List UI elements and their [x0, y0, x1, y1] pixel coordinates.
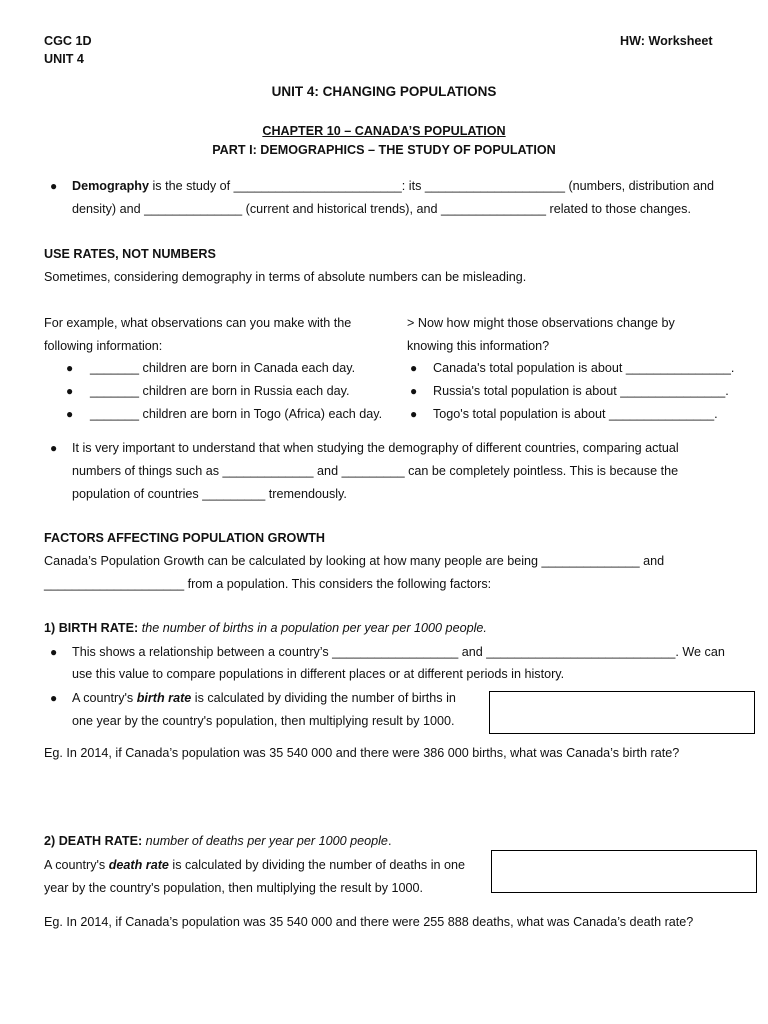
list-item: Russia's total population is about _______________. — [433, 384, 729, 398]
list-item: _______ children are born in Togo (Africa) each day. — [90, 407, 383, 421]
death-line-1-post: is calculated by dividing the number of deaths in one — [168, 858, 466, 872]
bullet-icon: ● — [410, 361, 418, 375]
death-rate-formula-box[interactable] — [491, 850, 757, 893]
bullet-icon: ● — [50, 691, 58, 705]
birth-rate-heading — [44, 620, 487, 636]
death-rate-line-2: year by the country's population, then multiplying the result by 1000. — [44, 881, 424, 895]
chapter-title: CHAPTER 10 – CANADA’S POPULATION — [262, 124, 506, 138]
death-rate-term: death rate — [108, 858, 169, 872]
bullet-icon: ● — [50, 645, 58, 659]
bullet-icon: ● — [66, 361, 74, 375]
important-line-1: It is very important to understand that when studying the demography of different countries, comparing actual — [72, 441, 679, 455]
list-item: Togo's total population is about _______________. — [433, 407, 718, 421]
hw-label: HW: Worksheet — [620, 34, 713, 48]
birth-bullet-1-line-1: This shows a relationship between a country’s __________________ and ___________________________. We can — [72, 645, 725, 659]
birth-bullet-2-post: is calculated by dividing the number of births in — [191, 691, 456, 705]
death-rate-line-1 — [44, 857, 465, 873]
example-right-line-2: knowing this information? — [407, 339, 550, 353]
factors-heading: FACTORS AFFECTING POPULATION GROWTH — [44, 531, 326, 545]
example-left-line-1: For example, what observations can you make with the — [44, 316, 352, 330]
list-item: _______ children are born in Canada each day. — [90, 361, 356, 375]
course-code: CGC 1D — [44, 34, 92, 48]
part-title: PART I: DEMOGRAPHICS – THE STUDY OF POPULATION — [212, 143, 556, 157]
example-left-line-2: following information: — [44, 339, 163, 353]
bullet-icon: ● — [50, 441, 58, 455]
death-rate-example: Eg. In 2014, if Canada’s population was 35 540 000 and there were 255 888 deaths, what was Canada’s death rate? — [44, 915, 694, 929]
bullet-icon: ● — [66, 407, 74, 421]
bullet-icon: ● — [50, 179, 58, 193]
bullet-icon: ● — [410, 384, 418, 398]
demography-line-2: density) and ______________ (current and historical trends), and _______________ related to those changes. — [72, 202, 691, 216]
page-title: UNIT 4: CHANGING POPULATIONS — [271, 84, 497, 99]
demography-line-1 — [72, 178, 714, 194]
birth-rate-definition: the number of births in a population per year per 1000 people. — [138, 621, 487, 635]
bullet-icon: ● — [410, 407, 418, 421]
list-item: _______ children are born in Russia each day. — [90, 384, 350, 398]
use-rates-heading: USE RATES, NOT NUMBERS — [44, 247, 216, 261]
death-rate-definition: number of deaths per year per 1000 people — [142, 834, 388, 848]
birth-bullet-2-line-2: one year by the country's population, then multiplying result by 1000. — [72, 714, 455, 728]
factors-line-1: Canada’s Population Growth can be calculated by looking at how many people are being ______________ and — [44, 554, 665, 568]
death-line-1-pre: A country's — [44, 858, 109, 872]
death-rate-definition-end: . — [387, 834, 392, 848]
factors-line-2: ____________________ from a population. This considers the following factors: — [44, 577, 492, 591]
death-rate-label: 2) DEATH RATE: — [44, 834, 143, 848]
example-right-line-1: > Now how might those observations change by — [407, 316, 675, 330]
birth-bullet-2-pre: A country's — [72, 691, 137, 705]
important-line-2: numbers of things such as _____________ and _________ can be completely pointless. This is because the — [72, 464, 679, 478]
birth-rate-example: Eg. In 2014, if Canada’s population was 35 540 000 and there were 386 000 births, what was Canada’s birth rate? — [44, 746, 680, 760]
birth-bullet-1-line-2: use this value to compare populations in different places or at different periods in history. — [72, 667, 565, 681]
death-rate-heading — [44, 833, 391, 849]
demography-line-1-text: is the study of ________________________: its ____________________ (numbers, distribution and — [148, 179, 715, 193]
list-item: Canada's total population is about _______________. — [433, 361, 735, 375]
birth-rate-term: birth rate — [136, 691, 192, 705]
birth-rate-formula-box[interactable] — [489, 691, 755, 734]
important-line-3: population of countries _________ tremendously. — [72, 487, 347, 501]
unit-label: UNIT 4 — [44, 52, 84, 66]
demography-term: Demography — [72, 179, 149, 193]
birth-bullet-2-line-1 — [72, 690, 456, 706]
bullet-icon: ● — [66, 384, 74, 398]
birth-rate-label: 1) BIRTH RATE: — [44, 621, 139, 635]
use-rates-text: Sometimes, considering demography in terms of absolute numbers can be misleading. — [44, 270, 527, 284]
